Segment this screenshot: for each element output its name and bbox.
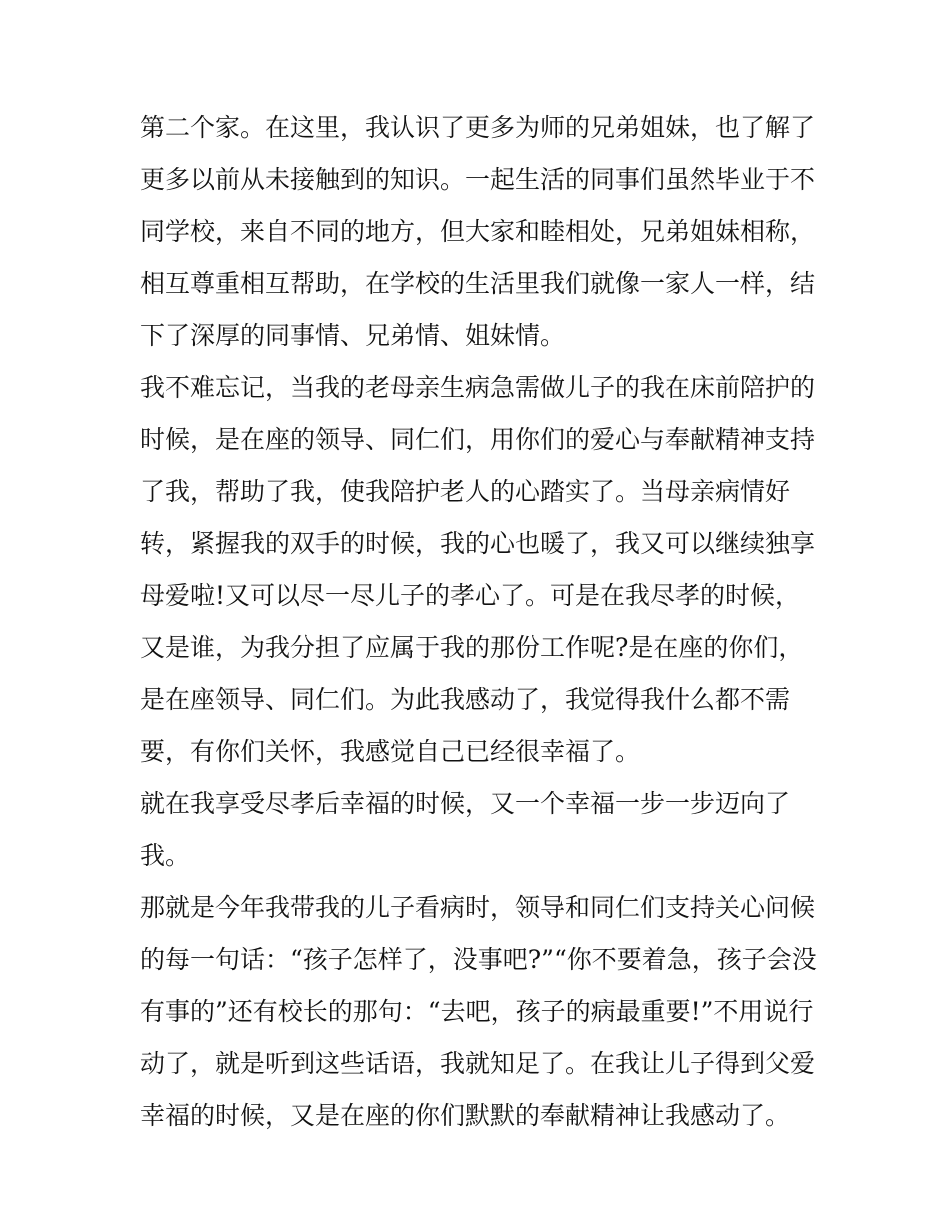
text-line: 相互尊重相互帮助，在学校的生活里我们就像一家人一样，结 xyxy=(140,269,816,298)
text-line: 有事的”还有校长的那句：“去吧，孩子的病最重要!”不用说行 xyxy=(140,997,814,1026)
text-line: 又是谁，为我分担了应属于我的那份工作呢?是在座的你们， xyxy=(140,633,804,662)
text-line: 更多以前从未接触到的知识。一起生活的同事们虽然毕业于不 xyxy=(140,165,816,194)
text-line: 了我，帮助了我，使我陪护老人的心踏实了。当母亲病情好 xyxy=(140,477,791,506)
text-line: 时候，是在座的领导、同仁们，用你们的爱心与奉献精神支持 xyxy=(140,425,816,454)
text-line: 就在我享受尽孝后幸福的时候，又一个幸福一步一步迈向了 xyxy=(140,789,791,818)
text-line: 的每一句话：“孩子怎样了，没事吧?”“你不要着急，孩子会没 xyxy=(140,945,817,974)
text-line: 是在座领导、同仁们。为此我感动了，我觉得我什么都不需 xyxy=(140,685,791,714)
text-line: 转，紧握我的双手的时候，我的心也暖了，我又可以继续独享 xyxy=(140,529,816,558)
text-line: 幸福的时候，又是在座的你们默默的奉献精神让我感动了。 xyxy=(140,1101,791,1130)
text-line: 同学校，来自不同的地方，但大家和睦相处，兄弟姐妹相称， xyxy=(140,217,816,246)
text-line: 要，有你们关怀，我感觉自己已经很幸福了。 xyxy=(140,737,641,766)
text-line: 我不难忘记，当我的老母亲生病急需做儿子的我在床前陪护的 xyxy=(140,373,816,402)
text-line: 下了深厚的同事情、兄弟情、姐妹情。 xyxy=(140,321,566,350)
text-line: 第二个家。在这里，我认识了更多为师的兄弟姐妹，也了解了 xyxy=(140,113,816,142)
text-line: 我。 xyxy=(140,841,191,870)
text-line: 动了，就是听到这些话语，我就知足了。在我让儿子得到父爱 xyxy=(140,1049,816,1078)
text-line: 母爱啦!又可以尽一尽儿子的孝心了。可是在我尽孝的时候， xyxy=(140,581,801,610)
text-line: 那就是今年我带我的儿子看病时，领导和同仁们支持关心问候 xyxy=(140,893,816,922)
